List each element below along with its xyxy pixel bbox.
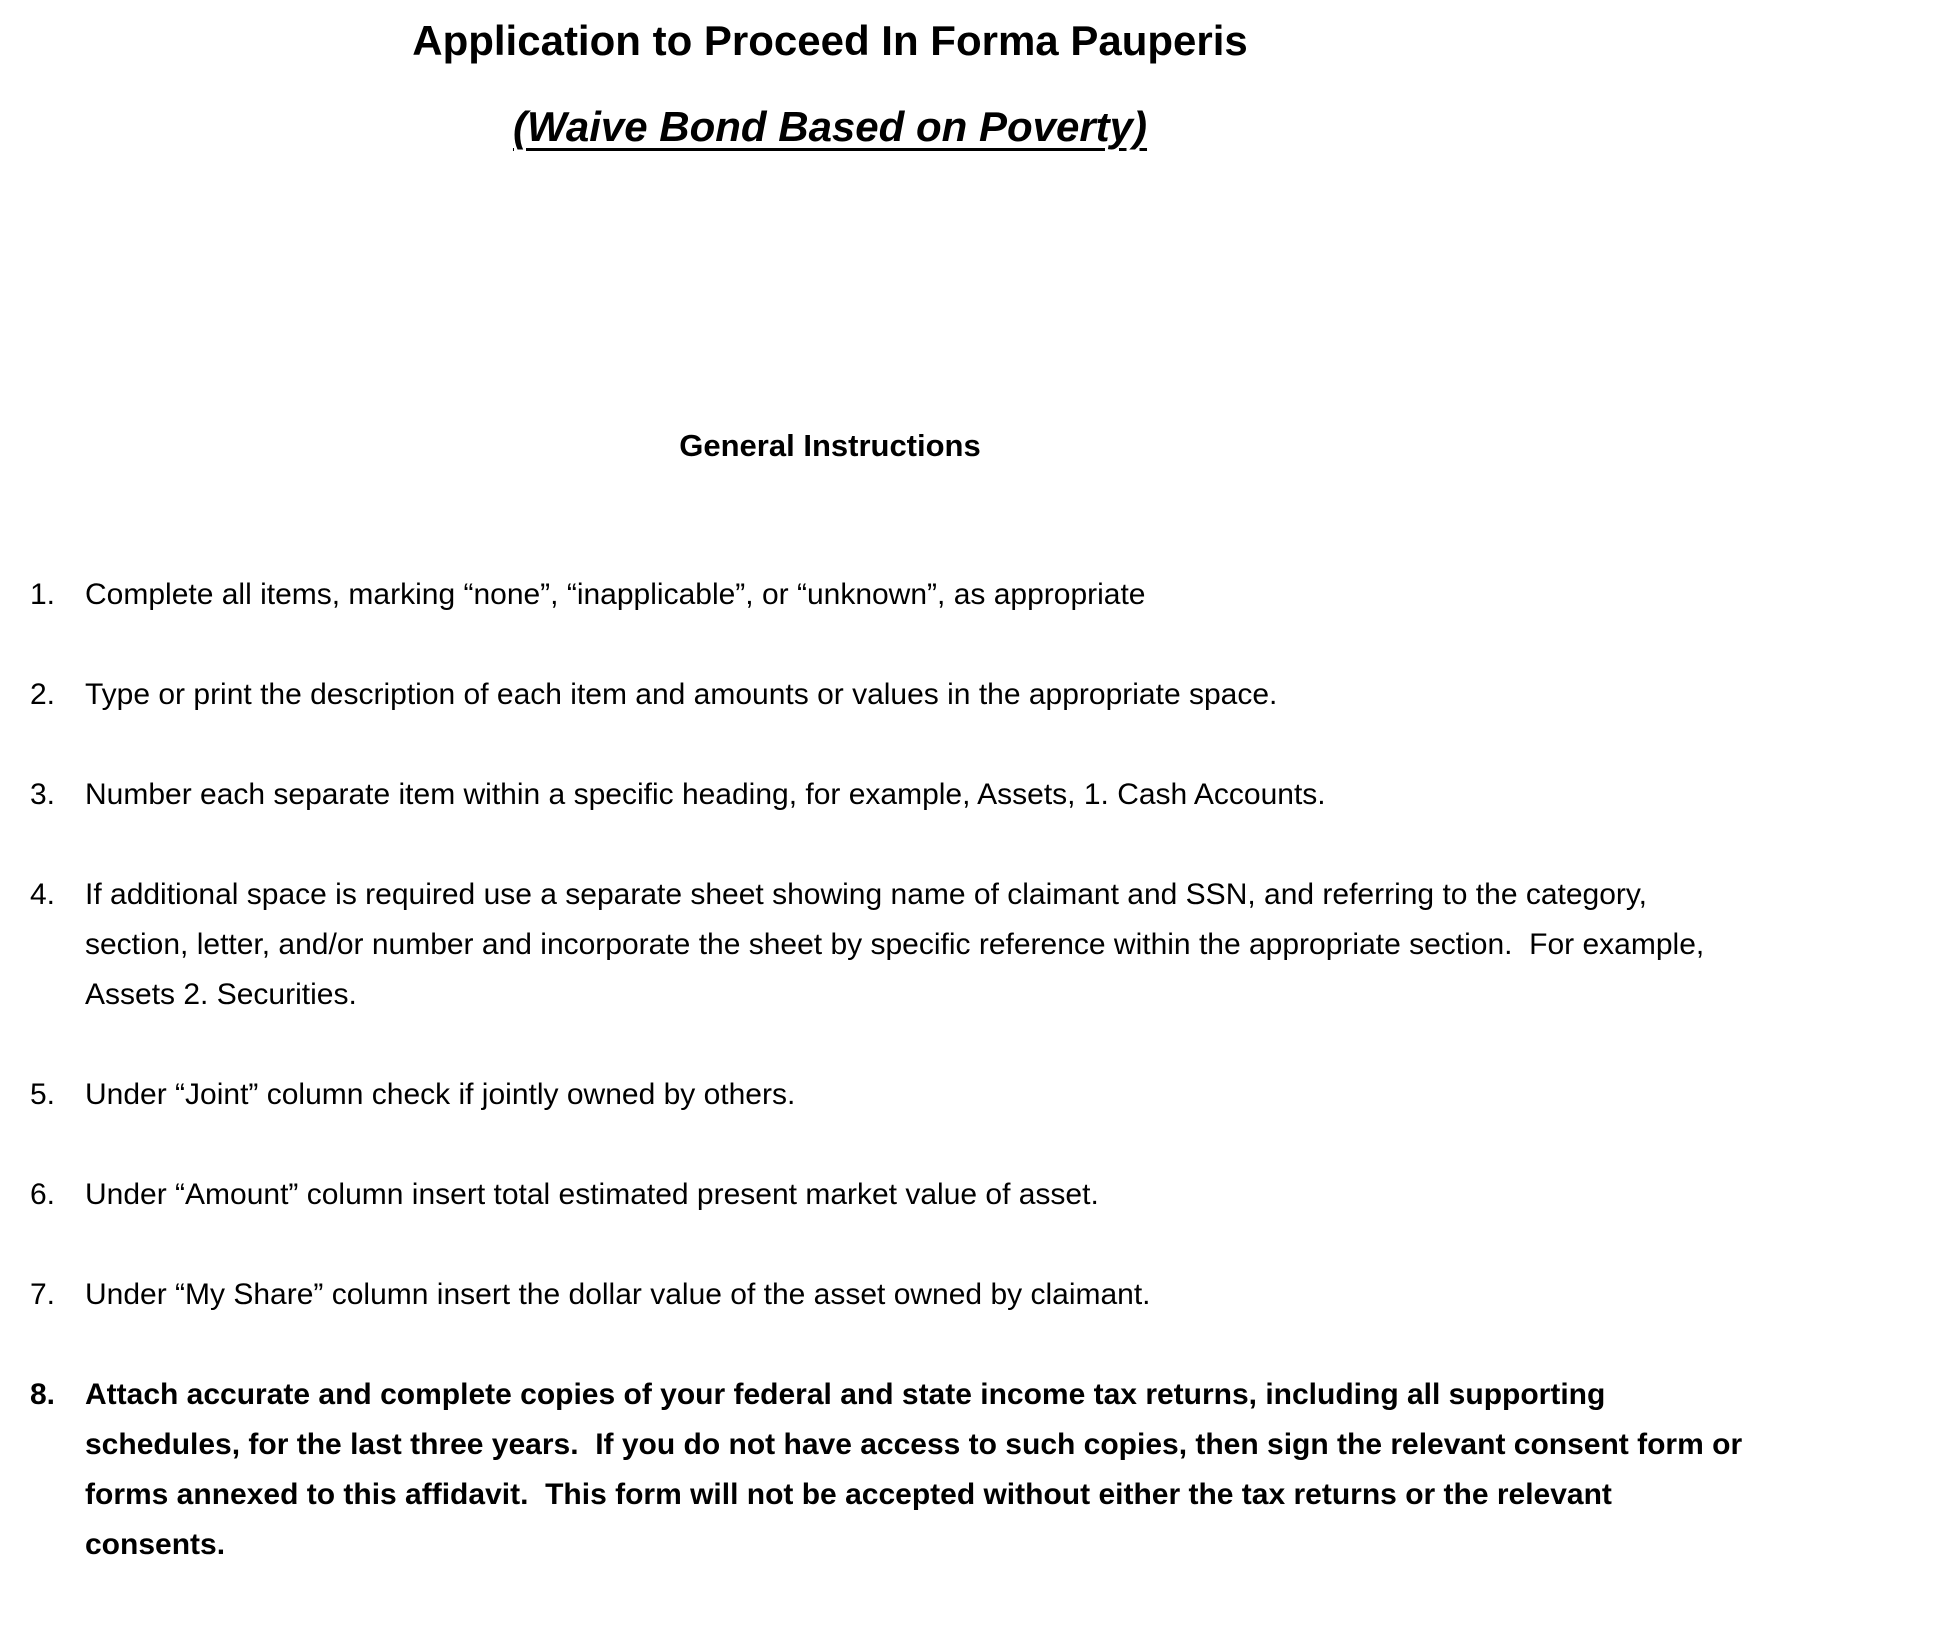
instruction-item-1 — [30, 570, 1945, 620]
document-subtitle: (Waive Bond Based on Poverty) — [512, 103, 1148, 150]
instruction-item-2 — [30, 670, 1945, 720]
instruction-line: Under “Joint” column check if jointly owned by others. — [85, 1078, 796, 1111]
instruction-text — [85, 1370, 1742, 1570]
instruction-number: 1. — [30, 578, 56, 611]
instruction-line: Under “My Share” column insert the dollar value of the asset owned by claimant. — [85, 1278, 1151, 1311]
instruction-line: forms annexed to this affidavit. This form will not be accepted without either the tax returns or the relevant — [85, 1478, 1612, 1511]
instruction-line: If additional space is required use a separate sheet showing name of claimant and SSN, and referring to the category, — [85, 878, 1648, 911]
section-heading: General Instructions — [679, 428, 981, 463]
instruction-text — [85, 1070, 795, 1120]
instruction-line: section, letter, and/or number and incorporate the sheet by specific reference within the appropriate section. For example, — [85, 928, 1705, 961]
instruction-text — [85, 1170, 1099, 1220]
instruction-line: consents. — [85, 1528, 226, 1561]
instruction-text — [85, 570, 1146, 620]
instruction-line: Under “Amount” column insert total estimated present market value of asset. — [85, 1178, 1099, 1211]
instruction-text — [85, 1270, 1151, 1320]
instruction-line: Type or print the description of each item and amounts or values in the appropriate space. — [85, 678, 1278, 711]
instruction-text — [85, 770, 1326, 820]
instruction-item-5 — [30, 1070, 1945, 1120]
instruction-item-6 — [30, 1170, 1945, 1220]
instruction-line: Number each separate item within a specific heading, for example, Assets, 1. Cash Accounts. — [85, 778, 1326, 811]
instruction-number: 4. — [30, 878, 56, 911]
instruction-line: schedules, for the last three years. If you do not have access to such copies, then sign the relevant consent form or — [85, 1428, 1743, 1461]
instruction-text — [85, 670, 1277, 720]
instruction-number: 3. — [30, 778, 56, 811]
instruction-number: 6. — [30, 1178, 56, 1211]
instruction-item-8 — [30, 1370, 1945, 1570]
heading-block — [0, 14, 1660, 466]
instruction-number: 7. — [30, 1278, 56, 1311]
instruction-number: 5. — [30, 1078, 56, 1111]
instruction-text — [85, 870, 1704, 1020]
instruction-item-3 — [30, 770, 1945, 820]
instruction-line: Complete all items, marking “none”, “inapplicable”, or “unknown”, as appropriate — [85, 578, 1146, 611]
instruction-line: Attach accurate and complete copies of your federal and state income tax returns, including all supporting — [85, 1378, 1606, 1411]
document-title: Application to Proceed In Forma Pauperis — [412, 17, 1248, 64]
instruction-item-4 — [30, 870, 1945, 1020]
instruction-line: Assets 2. Securities. — [85, 978, 357, 1011]
instruction-number: 8. — [30, 1378, 56, 1411]
instructions-list — [0, 570, 1945, 1570]
instruction-item-7 — [30, 1270, 1945, 1320]
instruction-number: 2. — [30, 678, 56, 711]
